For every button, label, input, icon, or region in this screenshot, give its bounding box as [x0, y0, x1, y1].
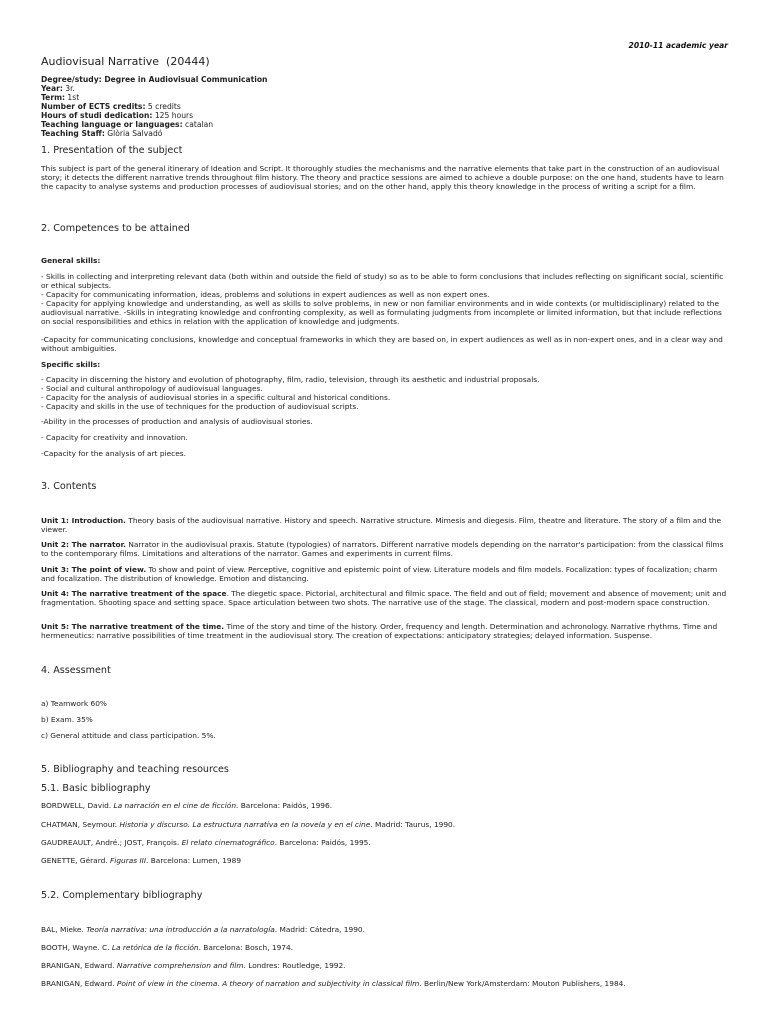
- bibliography-entry: BRANIGAN, Edward. Point of view in the cinema. A theory of narration and subjectivity in classical film. Berlin/New York/Amsterdam: Mouton Publishers, 1984.: [41, 979, 626, 988]
- section-heading-presentation: 1. Presentation of the subject: [41, 145, 183, 156]
- meta-ects: Number of ECTS credits: 5 credits: [41, 102, 181, 111]
- bibliography-entry: GENETTE, Gérard. Figuras III. Barcelona: Lumen, 1989: [41, 856, 242, 865]
- meta-degree: Degree/study: Degree in Audiovisual Communication: [41, 75, 268, 84]
- meta-year: Year: 3r.: [41, 84, 75, 93]
- bibliography-entry: BOOTH, Wayne. C. La retórica de la ficción. Barcelona: Bosch, 1974.: [41, 943, 294, 952]
- meta-hours: Hours of studi dedication: 125 hours: [41, 111, 194, 120]
- complementary-bibliography-heading: 5.2. Complementary bibliography: [41, 890, 203, 901]
- ability-item: - Capacity for creativity and innovation.: [41, 433, 188, 442]
- academic-year: 2010-11 academic year: [628, 41, 728, 50]
- presentation-text: This subject is part of the general itinerary of Ideation and Script. It thoroughly studies the mechanisms and the narrative elements that take part in the construction of an audiovisual story; it detects the different narrative trends throughout film history. The theory and practice sessions are aimed to achieve a double purpose: on the one hand, students have to learn the capacity to analyse systems and production processes of audiovisual stories; and on the other hand, apply this theory knowledge in the process of writing a script for a film.: [41, 164, 724, 191]
- general-skill-item: - Capacity for applying knowledge and understanding, as well as skills to solve problems, in new or non familiar environments and in wide contexts (or multidisciplinary) related to the audiovisual narrative. -Skills in integrating knowledge and confronting complexity, as well as formulating judgments from incomplete or limited information, but that include reflections on social responsibilities and ethics in relation with the application of knowledge and judgments.: [41, 299, 722, 326]
- section-heading-contents: 3. Contents: [41, 481, 97, 492]
- specific-skill-item: - Capacity for the analysis of audiovisual stories in a specific cultural and historical conditions.: [41, 393, 391, 402]
- unit-5: Unit 5: The narrative treatment of the time. Time of the story and time of the history. Order, frequency and length. Determination and achronology. Narrative rhythms. Time and hermeneutics: narrative possibilities of time treatment in the audiovisual story. The creation of expectations: anticipatory strategies; delayed information. Suspense.: [41, 622, 718, 640]
- ability-item: -Capacity for the analysis of art pieces.: [41, 449, 186, 458]
- ability-item: -Ability in the processes of production and analysis of audiovisual stories.: [41, 417, 313, 426]
- specific-skill-item: - Capacity and skills in the use of techniques for the production of audiovisual scripts.: [41, 402, 359, 411]
- meta-term: Term: 1st: [41, 93, 80, 102]
- unit-4: Unit 4: The narrative treatment of the space. The diegetic space. Pictorial, architectural and filmic space. The field and out of field; movement and absence of movement; unit and fragmentation. Shooting space and setting space. Space articulation between two shots. The narrative use of the stage. The classical, modern and post-modern space construction.: [41, 589, 727, 607]
- unit-2: Unit 2: The narrator. Narrator in the audiovisual praxis. Statute (typologies) of narrators. Different narrative models depending on the narrator's participation: from the classical films to the contemporary films. Limitations and alterations of the narrator. Games and experiments in current films.: [41, 540, 724, 558]
- assessment-item: c) General attitude and class participation. 5%.: [41, 731, 216, 740]
- document-title: Audiovisual Narrative (20444): [41, 55, 210, 68]
- assessment-item: b) Exam. 35%: [41, 715, 93, 724]
- section-heading-competences: 2. Competences to be attained: [41, 223, 190, 234]
- section-heading-bibliography: 5. Bibliography and teaching resources: [41, 764, 229, 775]
- course-metadata: [41, 75, 267, 138]
- bibliography-entry: BAL, Mieke. Teoría narrativa: una introducción a la narratología. Madrid: Cátedra, 1990.: [41, 925, 365, 934]
- specific-skill-item: - Social and cultural anthropology of audiovisual languages.: [41, 384, 263, 393]
- bibliography-entry: BRANIGAN, Edward. Narrative comprehension and film. Londres: Routledge, 1992.: [41, 961, 346, 970]
- unit-3: Unit 3: The point of view. To show and point of view. Perceptive, cognitive and epistemic point of view. Literature models and film models. Focalization: types of focalization; charm and focalization. The distribution of knowledge. Emotion and distancing.: [41, 565, 718, 583]
- general-skills-label: General skills:: [41, 256, 101, 265]
- assessment-item: a) Teamwork 60%: [41, 699, 107, 708]
- meta-language: Teaching language or languages: catalan: [41, 120, 214, 129]
- general-skill-item: - Capacity for communicating information, ideas, problems and solutions in expert audiences as well as non expert ones.: [41, 290, 490, 299]
- section-heading-assessment: 4. Assessment: [41, 665, 111, 676]
- bibliography-entry: BORDWELL, David. La narración en el cine de ficción. Barcelona: Paidós, 1996.: [41, 801, 333, 810]
- unit-1: Unit 1: Introduction. Theory basis of the audiovisual narrative. History and speech. Narrative structure. Mimesis and diegesis. Film, theatre and literature. The story of a film and the viewer.: [41, 516, 722, 534]
- general-skill-item: -Capacity for communicating conclusions, knowledge and conceptual frameworks in which they are based on, in expert audiences as well as in non-expert ones, and in a clear way and without ambiguities.: [41, 335, 723, 353]
- specific-skills-label: Specific skills:: [41, 360, 101, 369]
- bibliography-entry: CHATMAN, Seymour. Historia y discurso. La estructura narrativa en la novela y en el cine. Madrid: Taurus, 1990.: [41, 820, 456, 829]
- meta-staff: Teaching Staff: Glòria Salvadó: [41, 129, 163, 138]
- general-skill-item: - Skills in collecting and interpreting relevant data (both within and outside the field of study) so as to be able to form conclusions that includes reflecting on significant social, scientific or ethical subjects.: [41, 272, 724, 290]
- specific-skill-item: - Capacity in discerning the history and evolution of photography, film, radio, television, through its aesthetic and industrial proposals.: [41, 375, 540, 384]
- bibliography-entry: GAUDREAULT, André.; JOST, François. El relato cinematográfico. Barcelona: Paidós, 1995.: [41, 838, 371, 847]
- basic-bibliography-heading: 5.1. Basic bibliography: [41, 783, 151, 794]
